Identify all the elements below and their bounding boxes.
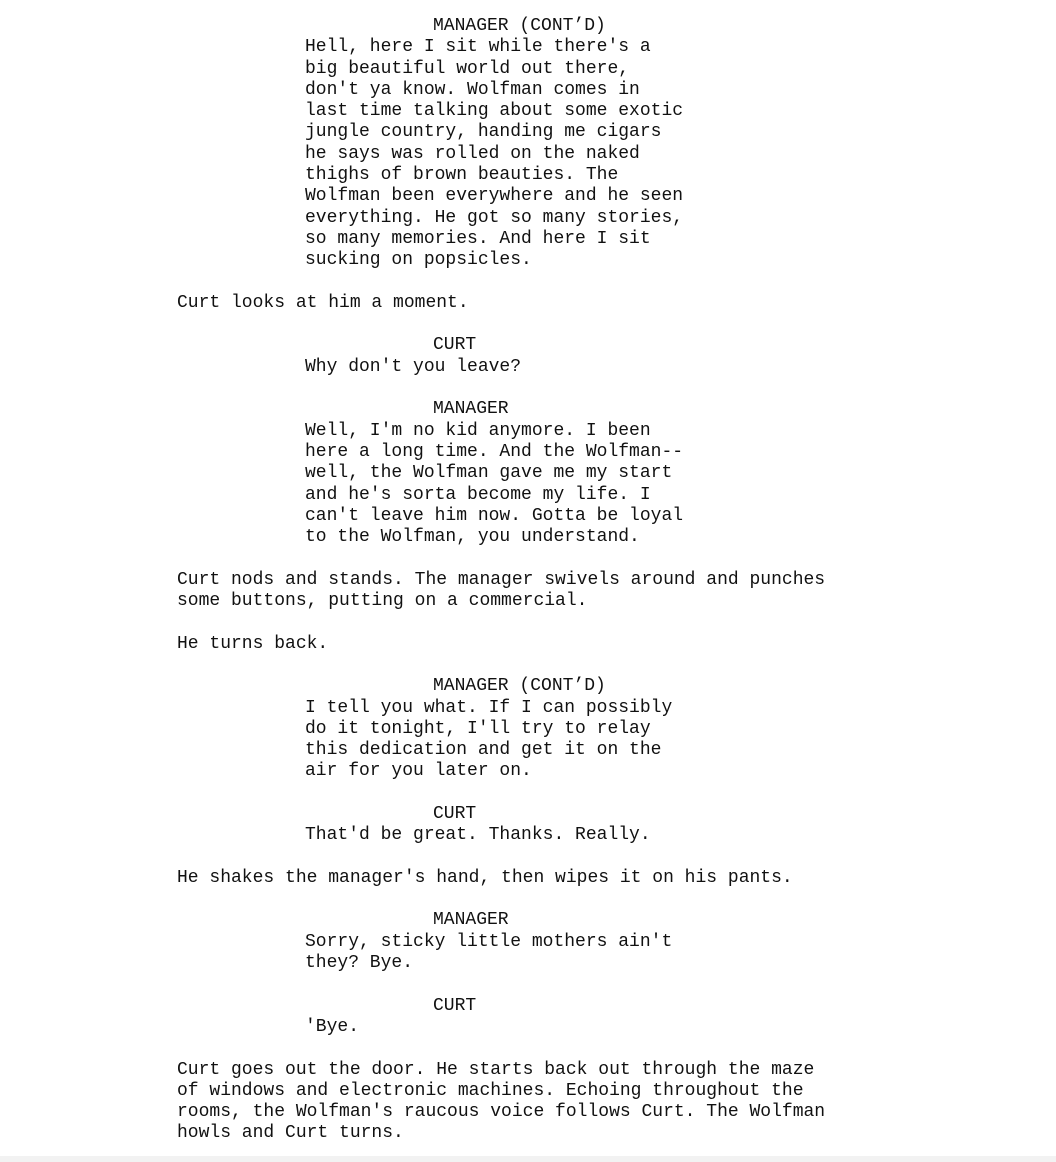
blank-line [0, 548, 1056, 569]
blank-line [0, 847, 1056, 868]
blank-line [0, 378, 1056, 399]
dialogue-line: Why don't you leave? [305, 356, 522, 377]
blank-line [0, 889, 1056, 910]
dialogue-block [0, 1017, 1056, 1038]
dialogue-block [0, 421, 1056, 549]
dialogue-line: here a long time. And the Wolfman-- [305, 441, 684, 462]
action-block [0, 570, 1056, 613]
dialogue-line: so many memories. And here I sit [305, 228, 651, 249]
blank-line [0, 314, 1056, 335]
action-line: Curt nods and stands. The manager swivels around and punches [177, 569, 826, 590]
action-line: of windows and electronic machines. Echoing throughout the [177, 1080, 804, 1101]
screenplay-page [0, 16, 1056, 1145]
action-line: Curt goes out the door. He starts back out through the maze [177, 1059, 815, 1080]
blank-line [0, 974, 1056, 995]
dialogue-line: well, the Wolfman gave me my start [305, 463, 673, 484]
dialogue-line: he says was rolled on the naked [305, 143, 640, 164]
dialogue-line: last time talking about some exotic [305, 101, 684, 122]
dialogue-line: That'd be great. Thanks. Really. [305, 825, 651, 846]
dialogue-line: I tell you what. If I can possibly [305, 697, 673, 718]
action-block [0, 634, 1056, 655]
dialogue-line: this dedication and get it on the [305, 740, 662, 761]
action-line: Curt looks at him a moment. [177, 292, 469, 313]
dialogue-block [0, 825, 1056, 846]
dialogue-line: big beautiful world out there, [305, 58, 630, 79]
blank-line [0, 783, 1056, 804]
character-cue: CURT [433, 335, 477, 356]
dialogue-line: to the Wolfman, you understand. [305, 527, 640, 548]
dialogue-line: air for you later on. [305, 761, 532, 782]
dialogue-block [0, 357, 1056, 378]
dialogue-line: jungle country, handing me cigars [305, 122, 662, 143]
action-block [0, 868, 1056, 889]
blank-line [0, 272, 1056, 293]
character-cue: CURT [433, 995, 477, 1016]
action-line: rooms, the Wolfman's raucous voice follows Curt. The Wolfman [177, 1102, 826, 1123]
dialogue-line: Wolfman been everywhere and he seen [305, 186, 684, 207]
dialogue-line: and he's sorta become my life. I [305, 484, 651, 505]
dialogue-line: don't ya know. Wolfman comes in [305, 79, 640, 100]
blank-line [0, 655, 1056, 676]
page-bottom-edge [0, 1156, 1056, 1162]
dialogue-block [0, 698, 1056, 783]
character-cue: MANAGER (CONT’D) [433, 16, 606, 36]
dialogue-line: can't leave him now. Gotta be loyal [305, 505, 684, 526]
dialogue-block [0, 932, 1056, 975]
dialogue-line: everything. He got so many stories, [305, 207, 684, 228]
blank-line [0, 1038, 1056, 1059]
dialogue-line: thighs of brown beauties. The [305, 165, 619, 186]
action-line: He shakes the manager's hand, then wipes it on his pants. [177, 867, 793, 888]
dialogue-line: Sorry, sticky little mothers ain't [305, 931, 673, 952]
action-block [0, 1060, 1056, 1145]
character-cue: CURT [433, 803, 477, 824]
action-line: some buttons, putting on a commercial. [177, 591, 588, 612]
dialogue-line: 'Bye. [305, 1016, 360, 1037]
action-line: He turns back. [177, 633, 329, 654]
dialogue-line: Well, I'm no kid anymore. I been [305, 420, 651, 441]
action-line: howls and Curt turns. [177, 1123, 404, 1144]
blank-line [0, 612, 1056, 633]
dialogue-line: Hell, here I sit while there's a [305, 37, 651, 58]
dialogue-line: they? Bye. [305, 953, 414, 974]
dialogue-block [0, 37, 1056, 271]
dialogue-line: do it tonight, I'll try to relay [305, 718, 651, 739]
character-cue: MANAGER [433, 910, 509, 931]
dialogue-line: sucking on popsicles. [305, 250, 532, 271]
action-block [0, 293, 1056, 314]
character-cue: MANAGER (CONT’D) [433, 676, 606, 697]
character-cue: MANAGER [433, 399, 509, 420]
